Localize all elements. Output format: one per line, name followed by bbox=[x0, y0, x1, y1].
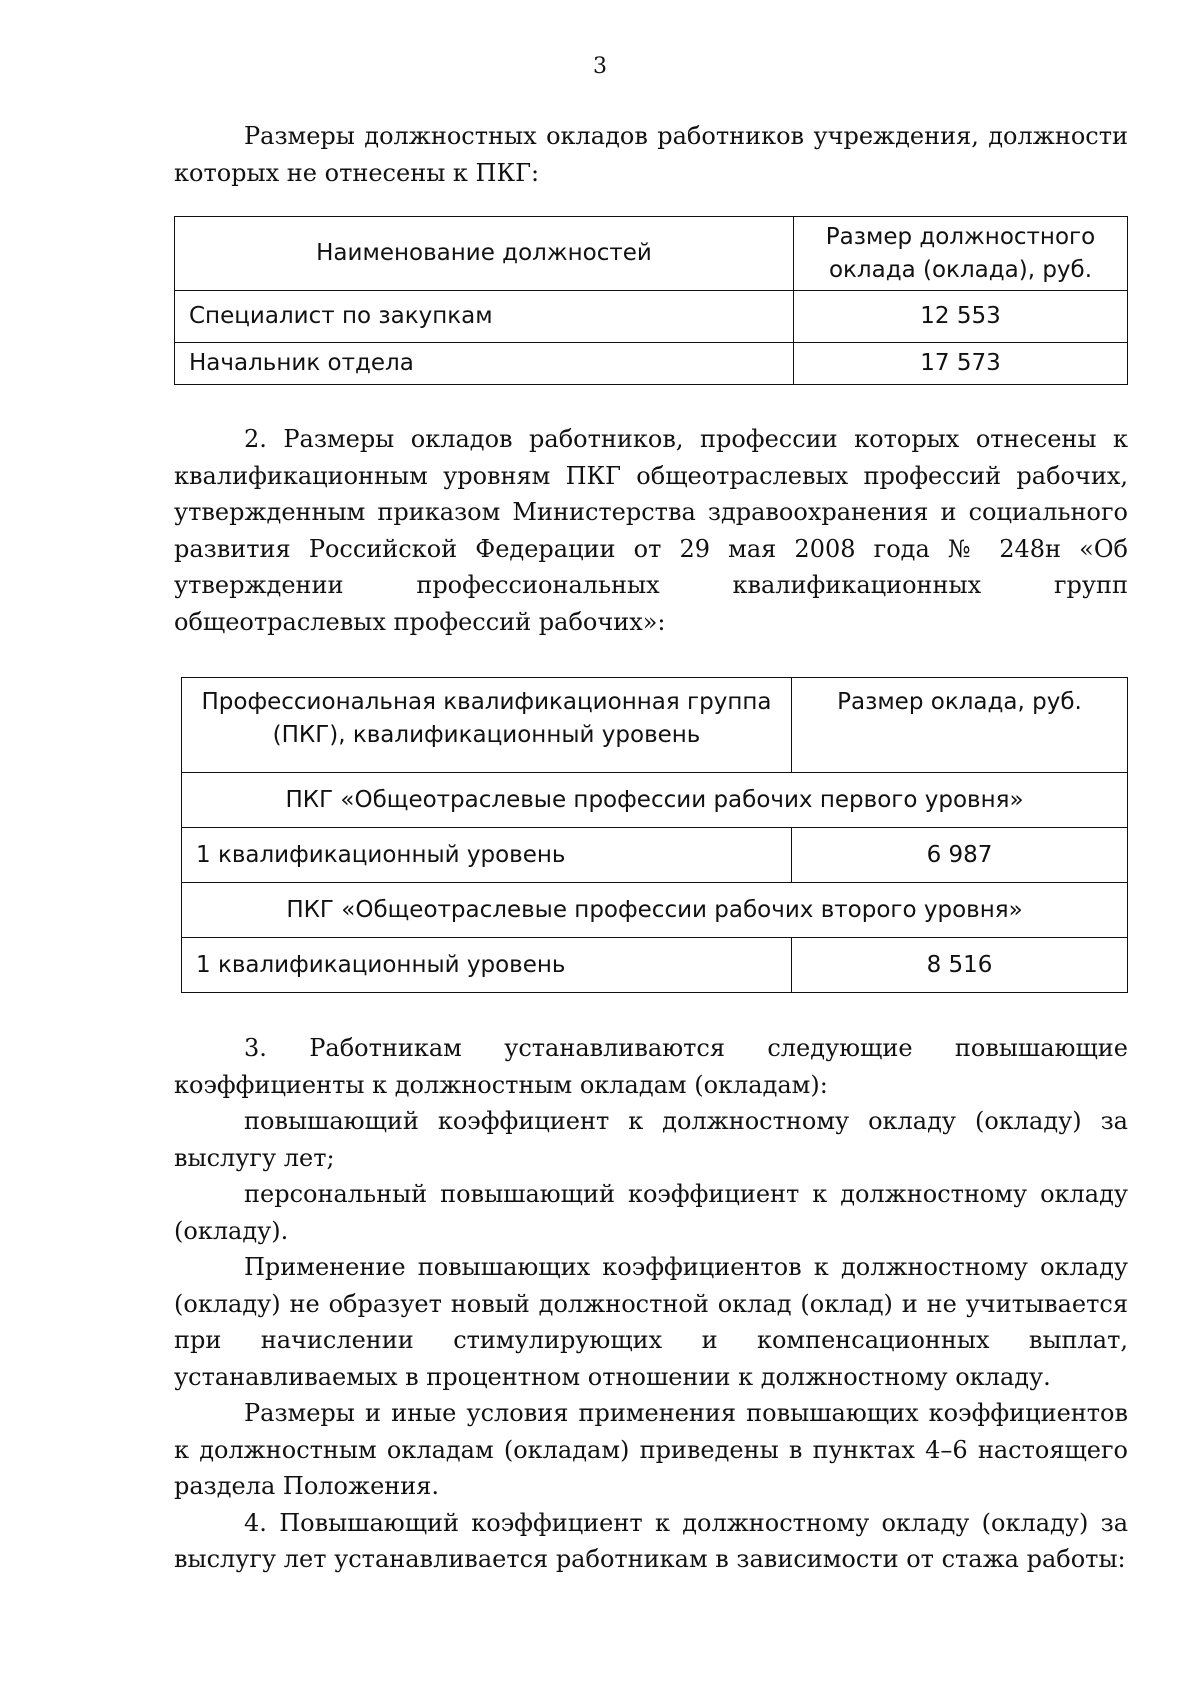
header-salary: Размер должностного оклада (оклада), руб. bbox=[794, 217, 1128, 291]
salary-table-workers bbox=[181, 677, 1128, 993]
table-row bbox=[175, 343, 1128, 385]
level-salary: 8 516 bbox=[792, 938, 1128, 993]
position-name: Специалист по закупкам bbox=[175, 291, 794, 343]
header-salary: Размер оклада, руб. bbox=[792, 678, 1128, 773]
lead-word: повышающие bbox=[954, 1034, 1128, 1062]
page-number: 3 bbox=[593, 54, 607, 79]
level-salary: 6 987 bbox=[792, 828, 1128, 883]
group-title-row bbox=[182, 883, 1128, 938]
group-title: ПКГ «Общеотраслевые профессии рабочих первого уровня» bbox=[182, 773, 1128, 828]
group-title: ПКГ «Общеотраслевые профессии рабочих второго уровня» bbox=[182, 883, 1128, 938]
lead-word: следующие bbox=[767, 1034, 913, 1062]
salary-table-positions bbox=[174, 216, 1128, 385]
table-header-row bbox=[182, 678, 1128, 773]
group-title-row bbox=[182, 773, 1128, 828]
section-2-paragraph: 2. Размеры окладов работников, профессии которых отнесены к квалификационным уровням ПКГ общеотраслевых профессий рабочих, утвержденным приказом Министерства здравоохранения и социального развития Российской Федерации от 29 мая 2008 года № 248н «Об утверждении профессиональных квалификационных групп общеотраслевых профессий рабочих»: bbox=[174, 425, 1128, 636]
intro-paragraph: Размеры должностных окладов работников учреждения, должности которых не отнесены к ПКГ: bbox=[174, 122, 1128, 187]
position-name: Начальник отдела bbox=[175, 343, 794, 385]
lead-word: 3. bbox=[244, 1034, 267, 1062]
document-body bbox=[174, 118, 1128, 1578]
qualification-level: 1 квалификационный уровень bbox=[182, 828, 792, 883]
section-4-paragraph: 4. Повышающий коэффициент к должностному окладу (окладу) за выслугу лет устанавливается работникам в зависимости от стажа работы: bbox=[174, 1508, 1128, 1573]
position-salary: 17 573 bbox=[794, 343, 1128, 385]
qualification-level: 1 квалификационный уровень bbox=[182, 938, 792, 993]
header-position-name: Наименование должностей bbox=[175, 217, 794, 291]
section-3-paragraph-2: Размеры и иные условия применения повышающих коэффициентов к должностным окладам (окладам) приведены в пунктах 4–6 настоящего раздела Положения. bbox=[174, 1399, 1128, 1500]
table-row bbox=[175, 291, 1128, 343]
lead-word: Работникам bbox=[309, 1034, 462, 1062]
lead-word: устанавливаются bbox=[504, 1034, 725, 1062]
section-3-lead-continuation: коэффициенты к должностным окладам (окладам): bbox=[174, 1070, 828, 1099]
position-salary: 12 553 bbox=[794, 291, 1128, 343]
section-3-paragraph-1: Применение повышающих коэффициентов к должностному окладу (окладу) не образует новый должностной оклад (оклад) и не учитывается при начислении стимулирующих и компенсационных выплат, устанавливаемых в процентном отношении к должностному окладу. bbox=[174, 1253, 1128, 1391]
section-3-item-2: персональный повышающий коэффициент к должностному окладу (окладу). bbox=[174, 1180, 1128, 1245]
table-header-row bbox=[175, 217, 1128, 291]
section-3-lead bbox=[174, 1030, 1128, 1067]
table-row bbox=[182, 828, 1128, 883]
header-qualification-group: Профессиональная квалификационная группа (ПКГ), квалификационный уровень bbox=[182, 678, 792, 773]
section-3-item-1: повышающий коэффициент к должностному окладу (окладу) за выслугу лет; bbox=[174, 1107, 1128, 1172]
table-row bbox=[182, 938, 1128, 993]
